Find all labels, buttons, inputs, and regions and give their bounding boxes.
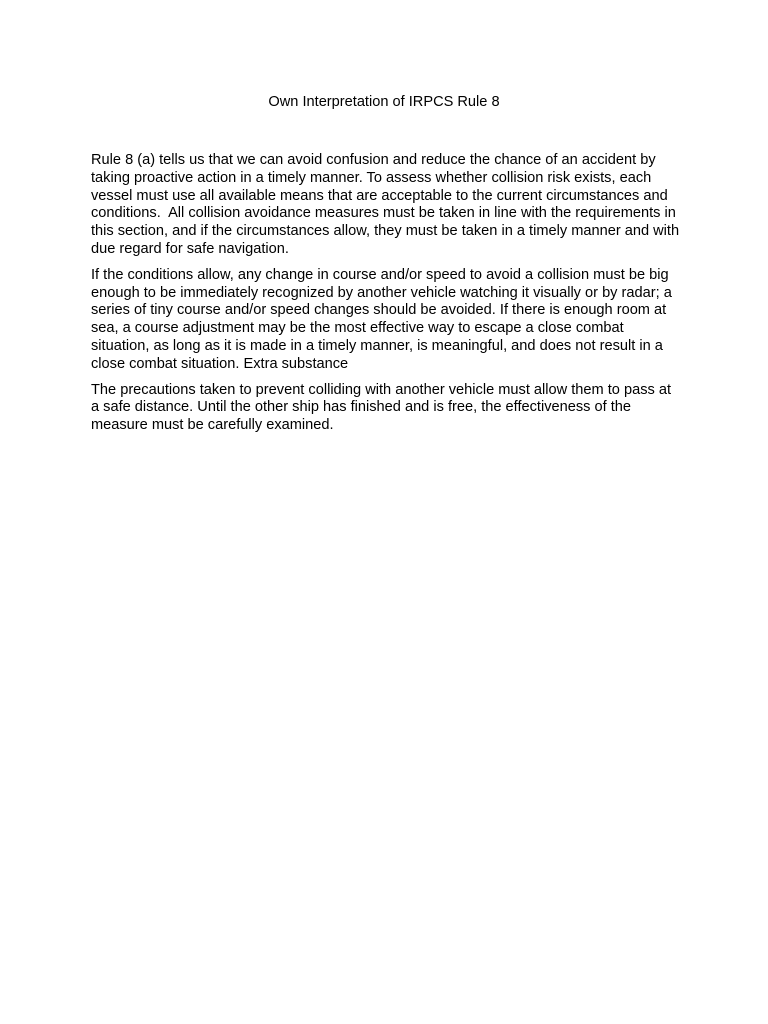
document-body (91, 152, 683, 443)
paragraph-1: Rule 8 (a) tells us that we can avoid confusion and reduce the chance of an accident by taking proactive action in a timely manner. To assess whether collision risk exists, each vessel must use all available means that are acceptable to the current circumstances and conditions. All collision avoidance measures must be taken in line with the requirements in this section, and if the circumstances allow, they must be taken in a timely manner and with due regard for safe navigation. (91, 152, 684, 257)
paragraph-2: If the conditions allow, any change in course and/or speed to avoid a collision must be big enough to be immediately recognized by another vehicle watching it visually or by radar; a series of tiny course and/or speed changes should be avoided. If there is enough room at sea, a course adjustment may be the most effective way to escape a close combat situation, as long as it is made in a timely manner, is meaningful, and does not result in a close combat situation. Extra substance (91, 266, 676, 372)
document-title: Own Interpretation of IRPCS Rule 8 (268, 94, 500, 110)
paragraph-3: The precautions taken to prevent colliding with another vehicle must allow them to pass at a safe distance. Until the other ship has finished and is free, the effectiveness of the measure must be carefully examined. (91, 381, 676, 434)
